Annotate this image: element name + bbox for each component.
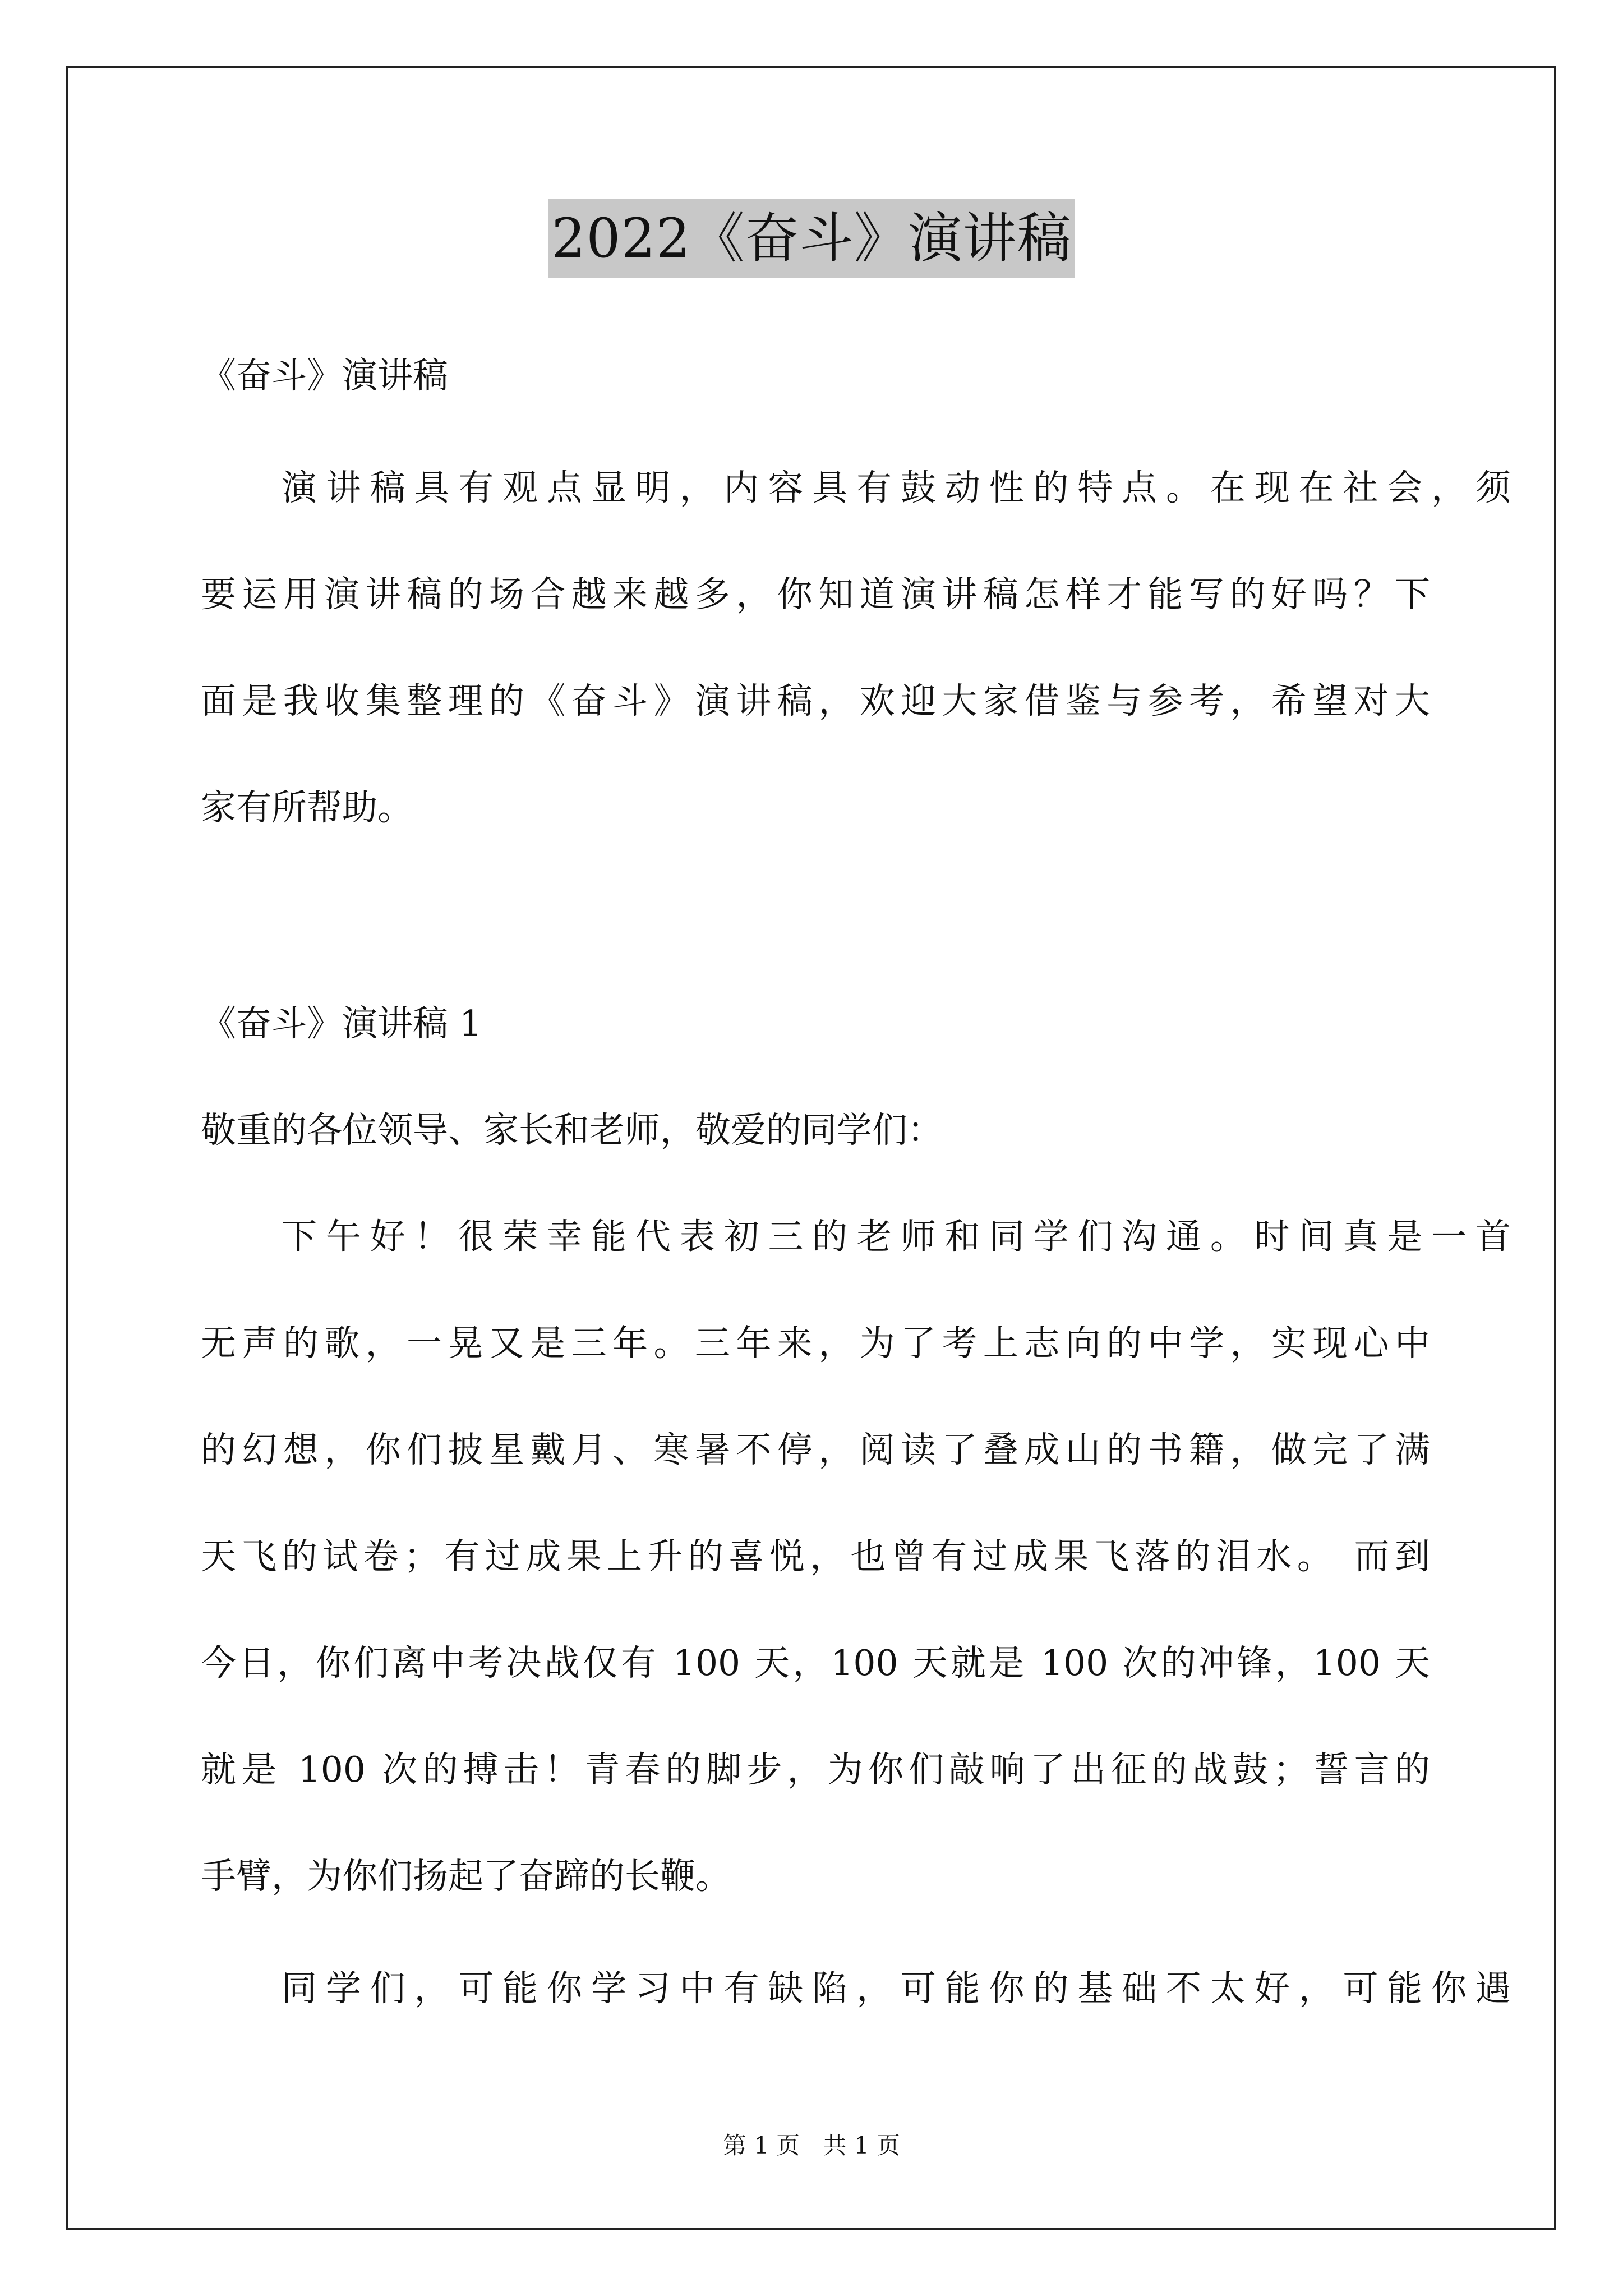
- paragraph1-line-6: 就是 100 次的搏击！青春的脚步，为你们敲响了出征的战鼓；誓言的: [201, 1749, 1430, 1790]
- paragraph1-line-2: 无声的歌，一晃又是三年。三年来，为了考上志向的中学，实现心中: [201, 1323, 1430, 1364]
- subtitle: 《奋斗》演讲稿: [201, 355, 448, 396]
- page-total: 共 1 页: [823, 2132, 901, 2159]
- section-heading: 《奋斗》演讲稿 1: [201, 1003, 482, 1044]
- paragraph1-line-3: 的幻想，你们披星戴月、寒暑不停，阅读了叠成山的书籍，做完了满: [201, 1429, 1430, 1470]
- intro-line-2: 要运用演讲稿的场合越来越多，你知道演讲稿怎样才能写的好吗？下: [201, 574, 1430, 615]
- paragraph2-line-1: 同学们，可能你学习中有缺陷，可能你的基础不太好，可能你遇: [282, 1968, 1511, 2009]
- paragraph1-line-5: 今日，你们离中考决战仅有 100 天，100 天就是 100 次的冲锋，100 天: [201, 1642, 1430, 1683]
- paragraph1-line-1: 下午好！很荣幸能代表初三的老师和同学们沟通。时间真是一首: [282, 1216, 1511, 1257]
- intro-line-4: 家有所帮助。: [201, 787, 413, 828]
- page-number: 第 1 页: [722, 2132, 800, 2159]
- paragraph1-line-7: 手臂，为你们扬起了奋蹄的长鞭。: [201, 1856, 731, 1897]
- paragraph1-line-4: 天飞的试卷；有过成果上升的喜悦，也曾有过成果飞落的泪水。 而到: [201, 1536, 1430, 1577]
- title-block: [0, 199, 1623, 278]
- page-footer: [0, 2129, 1623, 2162]
- intro-line-1: 演讲稿具有观点显明，内容具有鼓动性的特点。在现在社会，须: [282, 467, 1511, 508]
- document-title: 2022《奋斗》演讲稿: [548, 199, 1075, 278]
- intro-line-3: 面是我收集整理的《奋斗》演讲稿，欢迎大家借鉴与参考，希望对大: [201, 680, 1430, 721]
- greeting: 敬重的各位领导、家长和老师，敬爱的同学们：: [201, 1110, 943, 1151]
